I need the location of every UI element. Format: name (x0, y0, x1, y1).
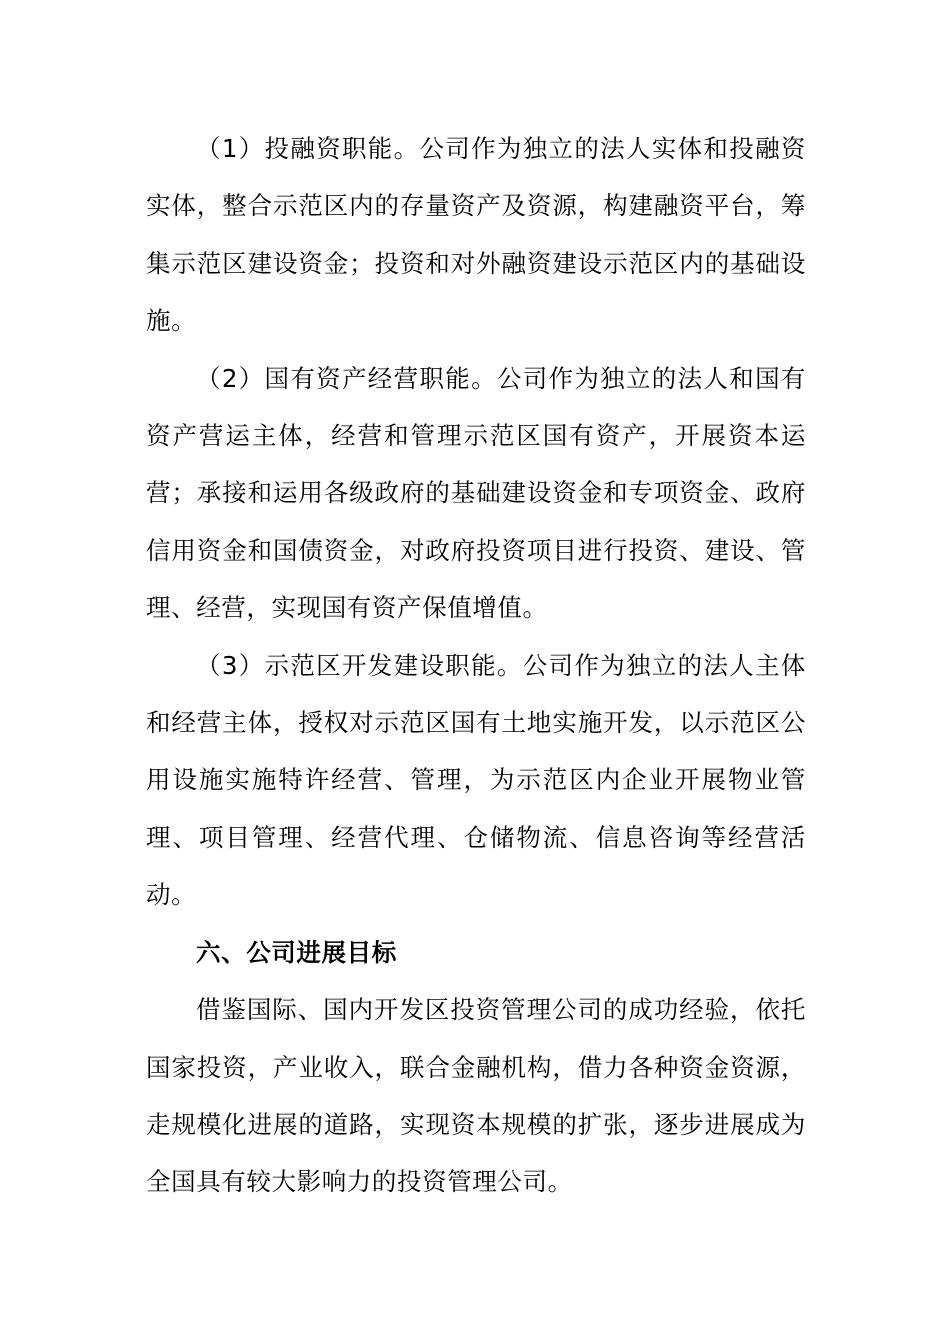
paragraph-investment-financing-function: （1）投融资职能。公司作为独立的法人实体和投融资实体，整合示范区内的存量资产及资源，构建融资平台，筹集示范区建设资金；投资和对外融资建设示范区内的基础设施。 (146, 134, 806, 336)
paragraph-development-goals: 借鉴国际、国内开发区投资管理公司的成功经验，依托国家投资，产业收入，联合金融机构，借力各种资金资源，走规模化进展的道路，实现资本规模的扩张，逐步进展成为全国具有较大影响力的投资管理公司。 (146, 995, 806, 1197)
section-heading-development-goals: 六、公司进展目标 (196, 937, 397, 967)
paragraph-state-asset-management-function: （2）国有资产经营职能。公司作为独立的法人和国有资产营运主体，经营和管理示范区国有资产，开展资本运营；承接和运用各级政府的基础建设资金和专项资金、政府信用资金和国债资金，对政府投资项目进行投资、建设、管理、经营，实现国有资产保值增值。 (146, 363, 806, 623)
document-page (146, 120, 806, 1211)
paragraph-development-construction-function: （3）示范区开发建设职能。公司作为独立的法人主体和经营主体，授权对示范区国有土地实施开发，以示范区公用设施实施特许经营、管理，为示范区内企业开展物业管理、项目管理、经营代理、仓储物流、信息咨询等经营活动。 (146, 650, 806, 910)
